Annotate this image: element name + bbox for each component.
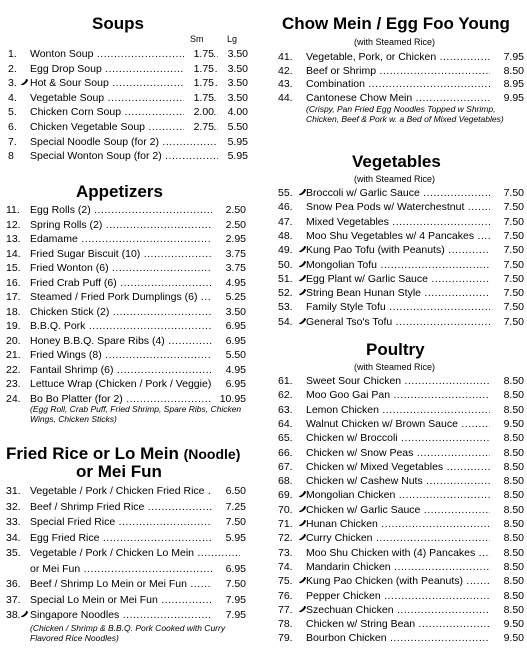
item-name: Fried Crab Puff (6) ..... xyxy=(30,277,240,290)
item-name: Special Noodle Soup (for 2) ..... xyxy=(30,136,230,149)
item-price-small: 1.75 xyxy=(184,92,214,105)
item-price: 4.95 xyxy=(212,364,246,377)
item-price-small: 1.75 xyxy=(184,77,214,90)
item-price: 8.50 xyxy=(490,404,524,417)
menu-item-row xyxy=(6,516,262,529)
item-number: 41. xyxy=(278,51,293,63)
menu-item-row xyxy=(6,349,262,362)
item-price: 8.50 xyxy=(490,532,524,545)
item-number: 76. xyxy=(278,589,293,602)
item-price-small: 2.00 xyxy=(184,106,214,119)
item-name: Chicken w/ Garlic Sauce ..... xyxy=(306,504,506,517)
singapore-noodles-note: (Chicken / Shrimp & B.B.Q. Pork Cooked with Curry Flavored Rice Noodles) xyxy=(30,623,226,643)
item-name: Combination ..... xyxy=(306,78,506,91)
item-price: 8.50 xyxy=(490,547,524,560)
menu-item-row xyxy=(8,121,260,134)
item-name: Chicken w/ Cashew Nuts ..... xyxy=(306,475,506,488)
item-number: 79. xyxy=(278,632,293,645)
item-price: 8.50 xyxy=(490,461,524,474)
item-price-large: 3.50 xyxy=(218,48,248,61)
item-price: 8.50 xyxy=(490,518,524,531)
menu-item-row xyxy=(278,375,525,388)
menu-item-row xyxy=(6,609,262,622)
item-price: 2.50 xyxy=(212,219,246,232)
item-price: 8.50 xyxy=(490,432,524,445)
item-number: 31. xyxy=(6,485,21,497)
item-price: 7.50 xyxy=(490,273,524,286)
menu-item-row xyxy=(278,389,525,402)
item-number: 44. xyxy=(278,91,293,104)
item-number: 61. xyxy=(278,375,293,387)
item-number: 20. xyxy=(6,334,21,347)
item-number: 6. xyxy=(8,121,17,133)
poultry-subtitle: (with Steamed Rice) xyxy=(354,362,436,372)
item-number: 78. xyxy=(278,618,293,631)
item-name: Chicken w/ String Bean ..... xyxy=(306,618,506,631)
item-name: Kung Pao Chicken (with Peanuts) ..... xyxy=(306,575,506,588)
item-number: 74. xyxy=(278,560,293,573)
item-number: 46. xyxy=(278,201,293,214)
menu-item-row xyxy=(6,291,262,304)
menu-item-row xyxy=(8,136,260,149)
item-price: 10.95 xyxy=(212,393,246,406)
item-name: Fantail Shrimp (6) ..... xyxy=(30,364,240,377)
item-name: Sweet Sour Chicken ..... xyxy=(306,375,506,388)
item-price: 4.95 xyxy=(212,277,246,290)
item-number: 43. xyxy=(278,78,293,90)
item-number: 48. xyxy=(278,229,293,242)
item-name: Moo Goo Gai Pan ..... xyxy=(306,389,506,402)
item-name: String Bean Hunan Style ..... xyxy=(306,287,506,300)
vegetables-subtitle: (with Steamed Rice) xyxy=(354,174,436,184)
menu-item-row xyxy=(278,432,525,445)
item-number: 35. xyxy=(6,547,21,559)
item-name: Vegetable / Pork / Chicken Lo Mein ..... xyxy=(30,547,240,560)
item-number: 15. xyxy=(6,262,21,274)
item-number: 70. xyxy=(278,503,293,516)
menu-item-row xyxy=(8,150,260,163)
item-number: 49. xyxy=(278,244,293,257)
menu-item-row xyxy=(278,518,525,531)
item-number: 66. xyxy=(278,446,293,459)
menu-item-row xyxy=(278,273,525,286)
menu-item-row xyxy=(278,547,525,560)
item-number: 42. xyxy=(278,64,293,77)
fried-rice-title-noodle: (Noodle) xyxy=(183,446,241,462)
item-price-small: 1.75 xyxy=(184,63,214,76)
item-number: 53. xyxy=(278,301,293,314)
item-number: 34. xyxy=(6,531,21,544)
item-name: Fried Wonton (6) ..... xyxy=(30,262,240,275)
item-price: 7.95 xyxy=(212,594,246,607)
item-name: Kung Pao Tofu (with Peanuts) ..... xyxy=(306,244,506,257)
item-price: 8.95 xyxy=(490,78,524,91)
item-price-large: 3.50 xyxy=(218,92,248,105)
menu-item-row xyxy=(278,618,525,631)
item-name: Chicken Stick (2) ..... xyxy=(30,306,240,319)
item-name: Special Lo Mein or Mei Fun ..... xyxy=(30,594,240,607)
menu-item-row xyxy=(6,485,262,498)
item-number: 3. xyxy=(8,77,17,90)
menu-item-row xyxy=(278,504,525,517)
item-price: 7.50 xyxy=(490,187,524,200)
item-number: 69. xyxy=(278,489,293,502)
item-price: 7.50 xyxy=(490,244,524,257)
item-price-large: 4.00 xyxy=(218,106,248,119)
fried-rice-title xyxy=(6,444,240,464)
item-name: or Mei Fun ..... xyxy=(30,563,240,576)
menu-item-row xyxy=(278,475,525,488)
menu-item-row xyxy=(6,277,262,290)
item-number: 72. xyxy=(278,532,293,545)
menu-item-row xyxy=(278,187,525,200)
item-name: Egg Fried Rice ..... xyxy=(30,532,240,545)
item-price: 7.50 xyxy=(212,578,246,591)
item-name: Singapore Noodles ..... xyxy=(30,609,240,622)
item-price: 6.50 xyxy=(212,485,246,498)
item-name: Egg Drop Soup ..... xyxy=(30,63,230,76)
item-name: Walnut Chicken w/ Brown Sauce ..... xyxy=(306,418,506,431)
menu-item-row xyxy=(278,418,525,431)
menu-item-row xyxy=(278,78,525,91)
bo-bo-platter-note: (Egg Roll, Crab Puff, Fried Shrimp, Spare Ribs, Chicken Wings, Chicken Sticks) xyxy=(30,404,242,424)
item-price: 6.95 xyxy=(212,563,246,576)
item-price: 5.25 xyxy=(212,291,246,304)
item-number: 73. xyxy=(278,546,293,559)
item-name: Snow Pea Pods w/ Waterchestnut ..... xyxy=(306,201,506,214)
item-number: 1. xyxy=(8,48,17,60)
appetizers-title: Appetizers xyxy=(76,182,163,201)
menu-item-row xyxy=(278,259,525,272)
item-name: Spring Rolls (2) ..... xyxy=(30,219,240,232)
item-name: Egg Rolls (2) ..... xyxy=(30,204,240,217)
item-name: Honey B.B.Q. Spare Ribs (4) ..... xyxy=(30,335,240,348)
item-price: 7.50 xyxy=(212,516,246,529)
item-price: 8.50 xyxy=(490,575,524,588)
item-price-small: 1.75 xyxy=(184,48,214,61)
menu-item-row xyxy=(6,501,262,514)
item-name: Chicken w/ Snow Peas ..... xyxy=(306,447,506,460)
item-name: Bo Bo Platter (for 2) ..... xyxy=(30,393,240,406)
item-name: Family Style Tofu ..... xyxy=(306,301,506,314)
item-price: 2.50 xyxy=(212,204,246,217)
item-price: 8.50 xyxy=(490,489,524,502)
item-price: 8.50 xyxy=(490,389,524,402)
item-number: 2. xyxy=(8,62,17,75)
menu-item-row xyxy=(278,461,525,474)
item-number: 4. xyxy=(8,91,17,104)
item-name: Fried Sugar Biscuit (10) ..... xyxy=(30,248,240,261)
item-number: 19. xyxy=(6,320,21,332)
fried-rice-title-main: Fried Rice or Lo Mein xyxy=(6,444,179,463)
menu-item-row xyxy=(6,532,262,545)
chow-mein-title: Chow Mein / Egg Foo Young xyxy=(282,14,510,33)
item-price-large: 3.50 xyxy=(218,63,248,76)
item-price: 6.95 xyxy=(212,378,246,391)
item-price: 5.50 xyxy=(212,349,246,362)
item-number: 38. xyxy=(6,609,21,621)
item-name: Fried Wings (8) ..... xyxy=(30,349,240,362)
item-price-large: 5.95 xyxy=(218,150,248,163)
item-name: Chicken w/ Broccoli ..... xyxy=(306,432,506,445)
item-name: Egg Plant w/ Garlic Sauce ..... xyxy=(306,273,506,286)
item-number: 71. xyxy=(278,518,293,530)
menu-item-row xyxy=(278,201,525,214)
item-price-small: 2.75 xyxy=(184,121,214,134)
menu-item-row xyxy=(278,287,525,300)
item-number: 54. xyxy=(278,315,293,328)
menu-item-row xyxy=(278,92,525,105)
item-name: Moo Shu Chicken with (4) Pancakes ..... xyxy=(306,547,506,560)
item-number: 24. xyxy=(6,392,21,405)
item-number: 75. xyxy=(278,575,293,588)
item-name: Vegetable Soup ..... xyxy=(30,92,230,105)
menu-item-row xyxy=(278,575,525,588)
item-price: 7.50 xyxy=(490,316,524,329)
menu-item-row xyxy=(278,404,525,417)
item-price-large: 3.50 xyxy=(218,77,248,90)
item-price: 8.50 xyxy=(490,375,524,388)
item-number: 11. xyxy=(6,204,20,216)
item-name: Mixed Vegetables ..... xyxy=(306,216,506,229)
item-price: 8.50 xyxy=(490,590,524,603)
item-price: 8.50 xyxy=(490,504,524,517)
item-name: Chicken w/ Mixed Vegetables ..... xyxy=(306,461,506,474)
menu-item-row xyxy=(278,316,525,329)
menu-item-row xyxy=(278,244,525,257)
menu-item-row xyxy=(6,547,262,560)
menu-item-row xyxy=(6,563,262,576)
item-name: Hunan Chicken ..... xyxy=(306,518,506,531)
item-name: Vegetable, Pork, or Chicken ..... xyxy=(306,51,506,64)
soups-header-lg: Lg xyxy=(227,34,238,44)
item-price: 9.95 xyxy=(490,92,524,105)
item-number: 22. xyxy=(6,363,21,376)
item-name: Bourbon Chicken ..... xyxy=(306,632,506,645)
chili-pepper-icon xyxy=(20,78,29,91)
item-price: 5.95 xyxy=(212,532,246,545)
menu-item-row xyxy=(8,92,260,105)
menu-item-row xyxy=(278,489,525,502)
item-price: 7.95 xyxy=(490,51,524,64)
item-name: Lemon Chicken ..... xyxy=(306,404,506,417)
item-price: 3.75 xyxy=(212,262,246,275)
menu-item-row xyxy=(278,447,525,460)
menu-item-row xyxy=(8,63,260,76)
item-price: 7.50 xyxy=(490,301,524,314)
item-price: 8.50 xyxy=(490,475,524,488)
item-name: Edamame ..... xyxy=(30,233,240,246)
soups-header-sm: Sm xyxy=(190,34,204,44)
item-price-large: 5.95 xyxy=(218,136,248,149)
cantonese-chow-mein-note: (Crispy, Pan Fried Egg Noodles Topped w Shrimp, Chicken, Beef & Pork w. a Bed of Mixed Vegetables) xyxy=(306,104,504,124)
item-name: Moo Shu Vegetables w/ 4 Pancakes ..... xyxy=(306,230,506,243)
item-price: 6.95 xyxy=(212,320,246,333)
item-number: 5. xyxy=(8,106,17,119)
menu-item-row xyxy=(6,378,262,391)
chow-mein-subtitle: (with Steamed Rice) xyxy=(354,37,436,47)
item-number: 52. xyxy=(278,287,293,300)
poultry-title: Poultry xyxy=(366,340,425,359)
item-name: Beef / Shrimp Fried Rice ..... xyxy=(30,501,240,514)
item-number: 14. xyxy=(6,247,21,260)
item-price: 9.50 xyxy=(490,632,524,645)
item-price: 7.50 xyxy=(490,259,524,272)
item-number: 36. xyxy=(6,578,21,590)
item-price: 8.50 xyxy=(490,604,524,617)
item-number: 68. xyxy=(278,475,293,488)
item-number: 32. xyxy=(6,500,21,513)
item-name: Mongolian Chicken ..... xyxy=(306,489,506,502)
item-name: B.B.Q. Pork ..... xyxy=(30,320,240,333)
item-name: Wonton Soup ..... xyxy=(30,48,230,61)
item-name: Curry Chicken ..... xyxy=(306,532,506,545)
fried-rice-title-line2: or Mei Fun xyxy=(76,462,162,481)
item-name: Cantonese Chow Mein ..... xyxy=(306,92,506,105)
item-name: Special Wonton Soup (for 2) ..... xyxy=(30,150,230,163)
menu-item-row xyxy=(6,248,262,261)
item-number: 17. xyxy=(6,291,21,303)
menu-item-row xyxy=(6,306,262,319)
item-number: 37. xyxy=(6,593,21,606)
menu-item-row xyxy=(278,65,525,78)
item-price: 7.95 xyxy=(212,609,246,622)
item-number: 7. xyxy=(8,135,17,148)
item-number: 65. xyxy=(278,432,293,445)
menu-item-row xyxy=(278,604,525,617)
menu-item-row xyxy=(278,590,525,603)
item-name: Chicken Corn Soup ..... xyxy=(30,106,230,119)
menu-item-row xyxy=(8,106,260,119)
item-number: 33. xyxy=(6,516,21,528)
item-number: 12. xyxy=(6,218,21,231)
menu-item-row xyxy=(6,219,262,232)
item-price: 3.50 xyxy=(212,306,246,319)
item-name: Lettuce Wrap (Chicken / Pork / Veggie) ..... xyxy=(30,378,240,391)
item-number: 62. xyxy=(278,389,293,402)
item-number: 55. xyxy=(278,187,293,199)
menu-item-row xyxy=(278,301,525,314)
menu-item-row xyxy=(278,216,525,229)
item-number: 63. xyxy=(278,403,293,416)
item-number: 16. xyxy=(6,276,21,289)
item-price: 3.75 xyxy=(212,248,246,261)
menu-item-row xyxy=(6,594,262,607)
item-name: Vegetable / Pork / Chicken Fried Rice ..... xyxy=(30,485,240,498)
menu-item-row xyxy=(278,51,525,64)
menu-item-row xyxy=(6,204,262,217)
item-number: 51. xyxy=(278,272,293,285)
item-number: 18. xyxy=(6,305,21,318)
item-name: Mongolian Tofu ..... xyxy=(306,259,506,272)
item-price: 8.50 xyxy=(490,65,524,78)
item-price: 7.50 xyxy=(490,287,524,300)
item-number: 47. xyxy=(278,215,293,228)
item-price: 2.95 xyxy=(212,233,246,246)
item-name: Steamed / Fried Pork Dumplings (6) ..... xyxy=(30,291,240,304)
menu-item-row xyxy=(6,262,262,275)
item-number: 77. xyxy=(278,603,293,616)
menu-item-row xyxy=(6,364,262,377)
menu-item-row xyxy=(8,77,260,90)
item-price-large: 5.50 xyxy=(218,121,248,134)
item-price: 9.50 xyxy=(490,418,524,431)
item-price: 7.50 xyxy=(490,201,524,214)
item-name: Beef or Shrimp ..... xyxy=(306,65,506,78)
menu-item-row xyxy=(6,335,262,348)
soups-title: Soups xyxy=(92,14,144,33)
item-name: Beef / Shrimp Lo Mein or Mei Fun ..... xyxy=(30,578,240,591)
menu-item-row xyxy=(278,632,525,645)
item-name: Pepper Chicken ..... xyxy=(306,590,506,603)
chili-pepper-icon xyxy=(20,610,29,623)
item-name: Szechuan Chicken ..... xyxy=(306,604,506,617)
item-price: 8.50 xyxy=(490,561,524,574)
item-price: 7.50 xyxy=(490,216,524,229)
menu-item-row xyxy=(6,233,262,246)
menu-item-row xyxy=(6,578,262,591)
item-number: 21. xyxy=(6,349,21,361)
item-price: 8.50 xyxy=(490,447,524,460)
item-name: Hot & Sour Soup ..... xyxy=(30,77,230,90)
item-number: 13. xyxy=(6,233,21,245)
menu-item-row xyxy=(278,532,525,545)
menu-item-row xyxy=(8,48,260,61)
item-name: Broccoli w/ Garlic Sauce ..... xyxy=(306,187,506,200)
item-number: 50. xyxy=(278,258,293,271)
item-price: 6.95 xyxy=(212,335,246,348)
item-name: Mandarin Chicken ..... xyxy=(306,561,506,574)
item-name: Chicken Vegetable Soup ..... xyxy=(30,121,230,134)
item-name: Special Fried Rice ..... xyxy=(30,516,240,529)
item-price: 7.50 xyxy=(490,230,524,243)
item-name: General Tso's Tofu ..... xyxy=(306,316,506,329)
item-number: 64. xyxy=(278,417,293,430)
menu-item-row xyxy=(6,320,262,333)
menu-item-row xyxy=(278,230,525,243)
menu-item-row xyxy=(278,561,525,574)
item-number: 67. xyxy=(278,460,293,473)
item-price: 7.25 xyxy=(212,501,246,514)
item-number: 8 xyxy=(8,150,14,163)
item-price: 9.50 xyxy=(490,618,524,631)
vegetables-title: Vegetables xyxy=(352,152,441,171)
item-number: 23. xyxy=(6,378,21,390)
